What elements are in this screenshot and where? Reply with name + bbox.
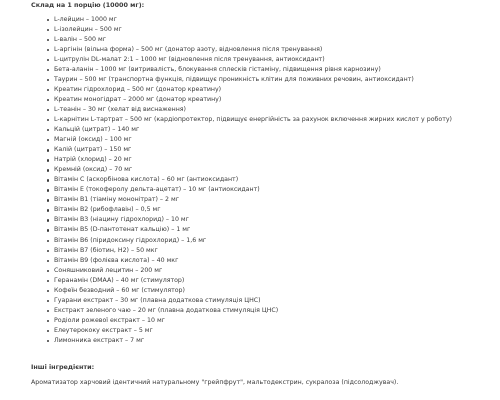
ingredient-item: L-карнітин L-тартрат – 500 мг (кардіопротектор, підвищує енергійність за рахунок включення жирних кислот у роботу) <box>0 115 452 125</box>
ingredient-item: L-теанін – 30 мг (хелат від виснаження) <box>0 105 452 115</box>
ingredient-list <box>0 15 452 347</box>
ingredient-item: Соняшниковий лецитин – 200 мг <box>0 266 452 276</box>
ingredient-item: Вітамін В3 (ніацину гідрохлорид) – 10 мг <box>0 215 452 225</box>
ingredient-item: Бета-аланін – 1000 мг (витривалість, блокування сплесків гістаміну, підвищення рівня карнозину) <box>0 65 452 75</box>
ingredient-item: Таурин – 500 мг (транспортна функція, підвищує проникність клітин для поживних речовин, антиоксидант) <box>0 75 452 85</box>
ingredient-item: Магній (оксид) – 100 мг <box>0 135 452 145</box>
ingredient-item: Екстракт зеленого чаю – 20 мг (плавна додаткова стимуляція ЦНС) <box>0 306 452 316</box>
ingredient-item: Вітамін Е (токоферолу дельта-ацетат) – 10 мг (антиоксидант) <box>0 185 452 195</box>
ingredient-item: L-цитрулін DL-малат 2:1 – 1000 мг (відновлення після тренування, антиоксидант) <box>0 55 452 65</box>
ingredient-item: L-аргінін (вільна форма) – 500 мг (донатор азоту, відновлення після тренування) <box>0 45 452 55</box>
other-ingredients-text: Ароматизатор харчовий ідентичний натуральному "грейпфрут", мальтодекстрин, сукралоза (підсолоджувач). <box>31 379 399 386</box>
ingredient-item: Натрій (хлорид) – 20 мг <box>0 155 452 165</box>
ingredient-item: L-валін – 500 мг <box>0 35 452 45</box>
ingredient-item: Креатин гідрохлорид – 500 мг (донатор креатину) <box>0 85 452 95</box>
composition-heading: Склад на 1 порцію (10000 мг): <box>31 1 145 9</box>
ingredient-item: Вітамін В1 (тіаміну мононітрат) – 2 мг <box>0 195 452 205</box>
ingredient-item: Вітамін В2 (рибофлавін) – 0,5 мг <box>0 205 452 215</box>
ingredient-item: Креатин моногідрат – 2000 мг (донатор креатину) <box>0 95 452 105</box>
ingredient-item: Калій (цитрат) – 150 мг <box>0 145 452 155</box>
ingredient-item: Кофеїн безводний – 60 мг (стимулятор) <box>0 286 452 296</box>
ingredient-item: Вітамін В7 (біотин, Н2) – 50 мкг <box>0 246 452 256</box>
other-ingredients-heading: Інші інгредієнти: <box>31 363 95 371</box>
ingredient-item: L-ізолейцин – 500 мг <box>0 25 452 35</box>
ingredient-item: Вітамін В6 (піридоксину гідрохлорид) – 1,6 мг <box>0 236 452 246</box>
ingredient-item: Геранамін (DMAA) – 40 мг (стимулятор) <box>0 276 452 286</box>
ingredient-item: Лимонника екстракт – 7 мг <box>0 336 452 346</box>
ingredient-item: Вітамін В5 (D-пантотенат кальцію) – 1 мг <box>0 225 452 235</box>
ingredient-item: Родіоли рожевої екстракт – 10 мг <box>0 316 452 326</box>
ingredient-item: Кремній (оксид) – 70 мг <box>0 165 452 175</box>
ingredient-item: Кальцій (цитрат) – 140 мг <box>0 125 452 135</box>
ingredient-item: Гуарани екстракт – 30 мг (плавна додаткова стимуляція ЦНС) <box>0 296 452 306</box>
ingredient-item: L-лейцин – 1000 мг <box>0 15 452 25</box>
ingredient-item: Вітамін С (аскорбінова кислота) – 60 мг (антиоксидант) <box>0 175 452 185</box>
ingredient-item: Елеутерококу екстракт – 5 мг <box>0 326 452 336</box>
ingredient-item: Вітамін В9 (фолієва кислота) – 40 мкг <box>0 256 452 266</box>
